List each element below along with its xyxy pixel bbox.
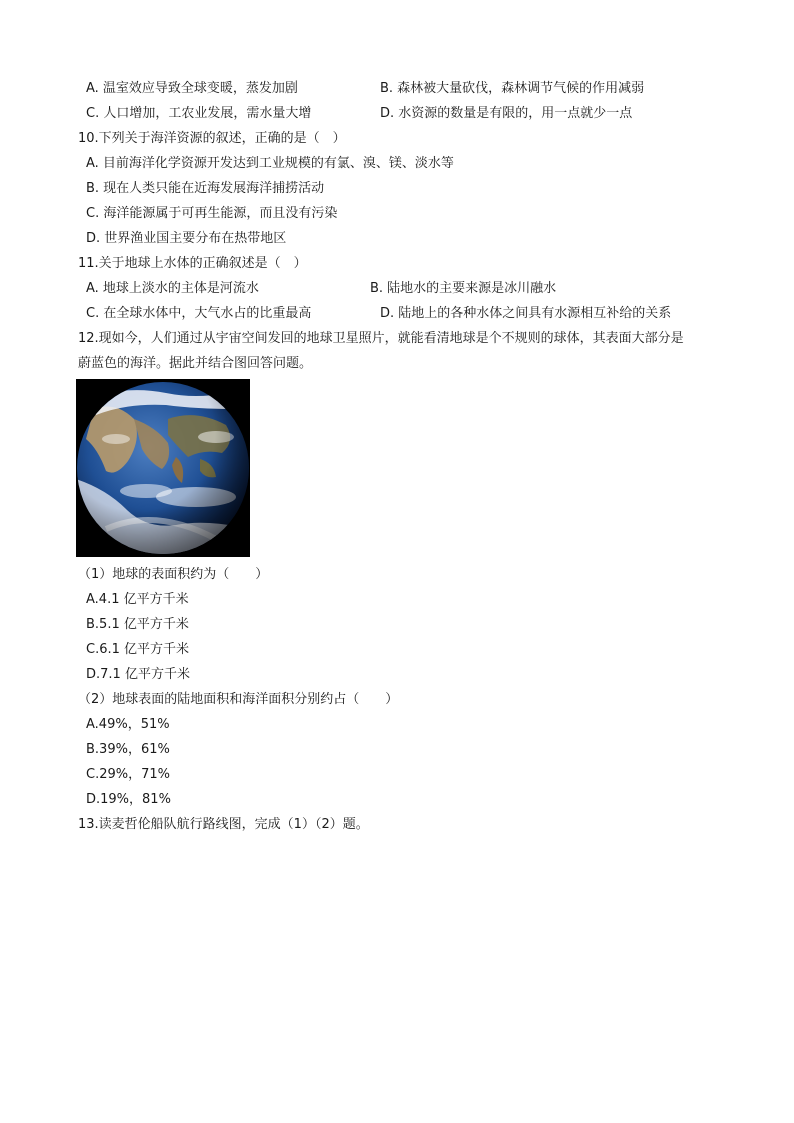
q10-stem: 10.下列关于海洋资源的叙述，正确的是（ ） (78, 131, 346, 146)
q10-option-b: B. 现在人类只能在近海发展海洋捕捞活动 (86, 181, 325, 196)
q12-sub2-option-b: B.39%，61% (86, 742, 170, 757)
q12-sub1-option-c: C.6.1 亿平方千米 (86, 642, 190, 657)
q10-option-d: D. 世界渔业国主要分布在热带地区 (86, 231, 287, 246)
q10-option-a: A. 目前海洋化学资源开发达到工业规模的有氯、溴、镁、淡水等 (86, 156, 454, 171)
q12-sub1-stem: （1）地球的表面积约为（ ） (78, 567, 269, 582)
q11-stem: 11.关于地球上水体的正确叙述是（ ） (78, 256, 307, 271)
q12-stem-line2: 蔚蓝色的海洋。据此并结合图回答问题。 (78, 356, 313, 371)
q9-option-c: C. 人口增加，工农业发展，需水量大增 (86, 106, 312, 121)
q12-stem-line1: 12.现如今，人们通过从宇宙空间发回的地球卫星照片，就能看清地球是个不规则的球体，其表面大部分是 (78, 331, 684, 346)
q9-option-d: D. 水资源的数量是有限的，用一点就少一点 (380, 106, 633, 121)
q12-sub2-option-d: D.19%，81% (86, 792, 171, 807)
q12-sub2-stem: （2）地球表面的陆地面积和海洋面积分别约占（ ） (78, 692, 399, 707)
q10-option-c: C. 海洋能源属于可再生能源，而且没有污染 (86, 206, 338, 221)
q12-sub2-option-a: A.49%，51% (86, 717, 170, 732)
q13-stem: 13.读麦哲伦船队航行路线图，完成（1）（2）题。 (78, 817, 369, 832)
q11-option-d: D. 陆地上的各种水体之间具有水源相互补给的关系 (380, 306, 672, 321)
q11-option-c: C. 在全球水体中，大气水占的比重最高 (86, 306, 312, 321)
q11-option-a: A. 地球上淡水的主体是河流水 (86, 281, 259, 296)
q9-option-b: B. 森林被大量砍伐，森林调节气候的作用减弱 (380, 81, 645, 96)
earth-satellite-image (76, 379, 250, 557)
q12-sub2-option-c: C.29%，71% (86, 767, 170, 782)
q11-option-b: B. 陆地水的主要来源是冰川融水 (370, 281, 557, 296)
q12-sub1-option-b: B.5.1 亿平方千米 (86, 617, 189, 632)
q12-sub1-option-d: D.7.1 亿平方千米 (86, 667, 190, 682)
q9-option-a: A. 温室效应导致全球变暖，蒸发加剧 (86, 81, 298, 96)
q12-sub1-option-a: A.4.1 亿平方千米 (86, 592, 189, 607)
